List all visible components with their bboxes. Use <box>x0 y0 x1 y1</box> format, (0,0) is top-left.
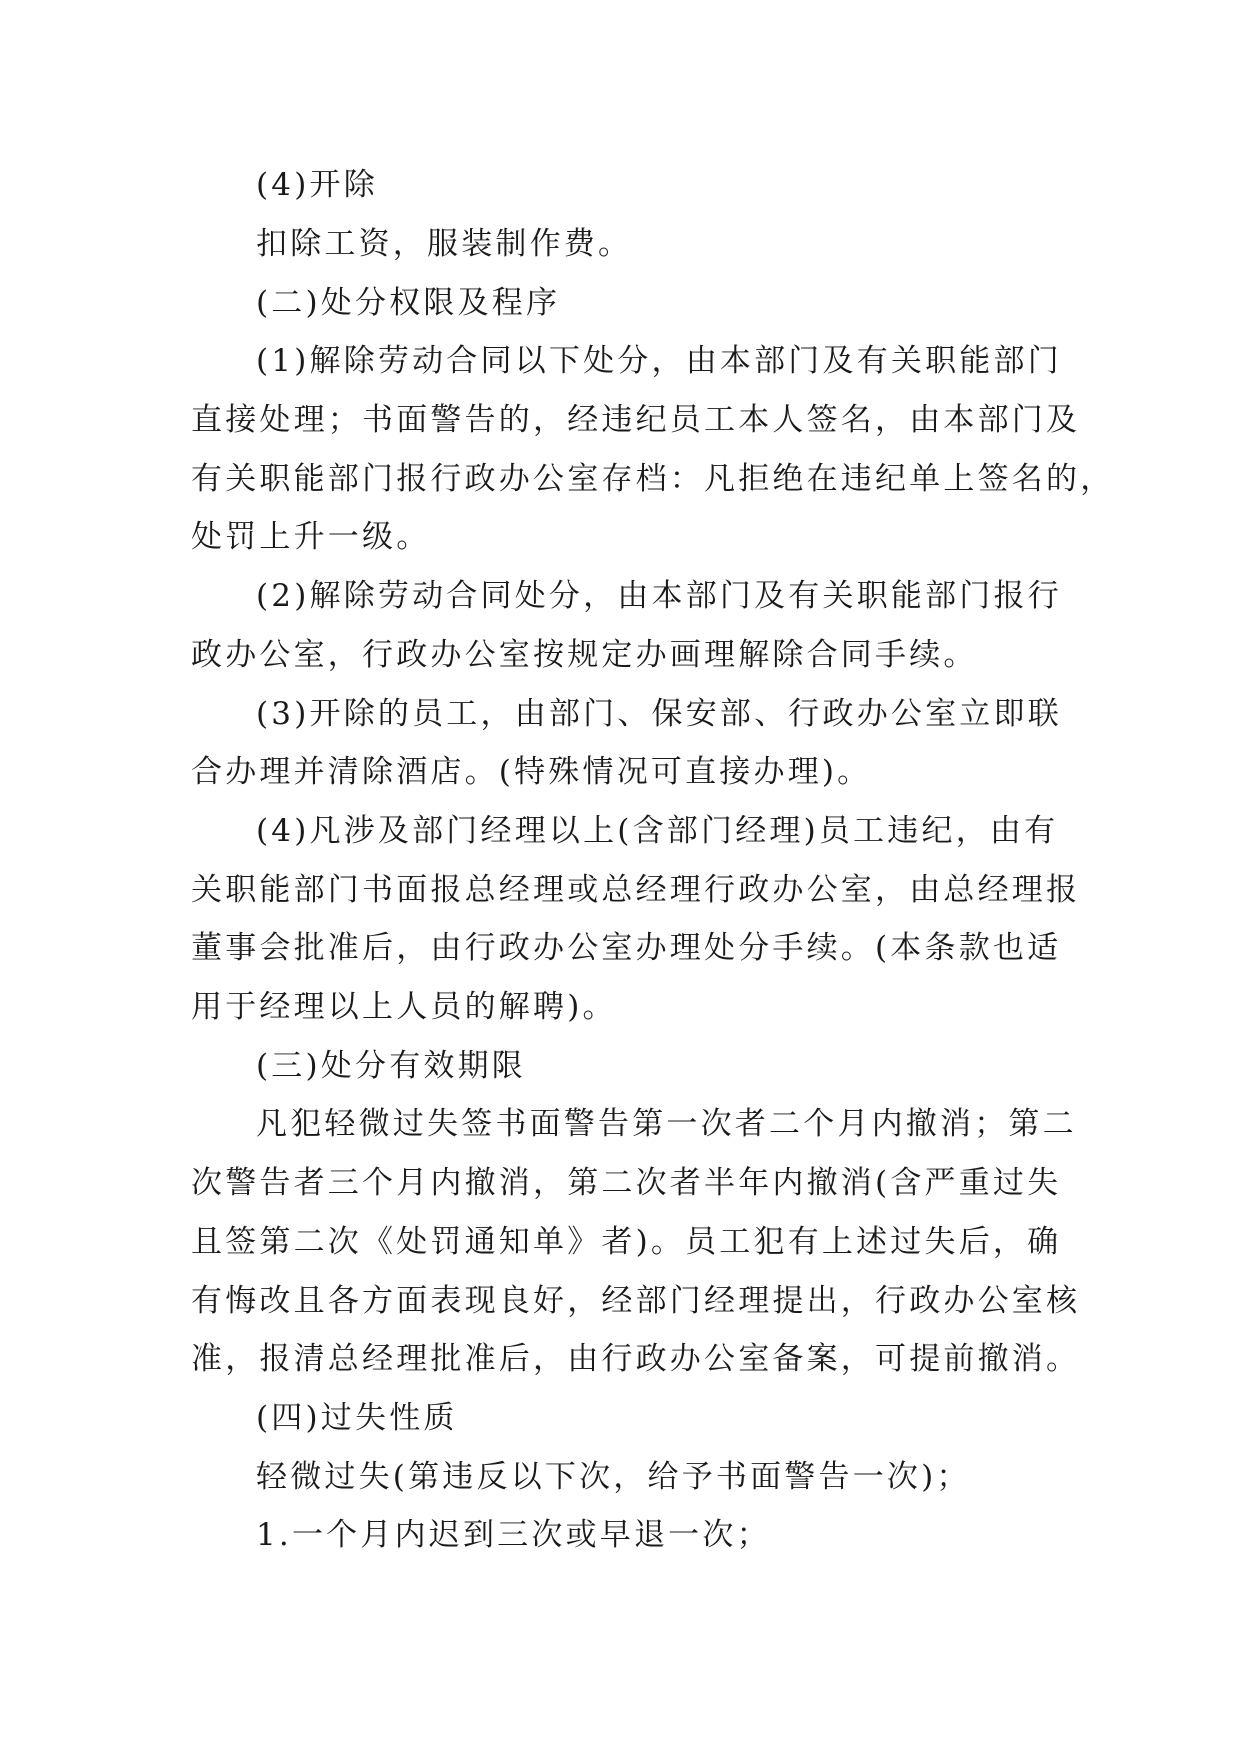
text-line: 关职能部门书面报总经理或总经理行政办公室，由总经理报 <box>191 872 1081 908</box>
section-heading: (二)处分权限及程序 <box>256 285 561 321</box>
text-line: 且签第二次《处罚通知单》者)。员工犯有上述过失后，确 <box>191 1224 1062 1260</box>
text-line: (4)凡涉及部门经理以上(含部门经理)员工违纪，由有 <box>256 813 1059 849</box>
text-line: (1)解除劳动合同以下处分，由本部门及有关职能部门 <box>256 343 1062 379</box>
text-line: 董事会批准后，由行政办公室办理处分手续。(本条款也适 <box>191 930 1062 966</box>
text-line: 有悔改且各方面表现良好，经部门经理提出，行政办公室核 <box>191 1283 1081 1319</box>
text-line: 凡犯轻微过失签书面警告第一次者二个月内撤消；第二 <box>256 1106 1077 1142</box>
text-line: 处罚上升一级。 <box>191 519 431 555</box>
text-line: 合办理并清除酒店。(特殊情况可直接办理)。 <box>191 754 872 790</box>
text-line: (3)开除的员工，由部门、保安部、行政办公室立即联 <box>256 696 1062 732</box>
section-heading: (四)过失性质 <box>256 1400 458 1436</box>
text-line: 用于经理以上人员的解聘)。 <box>191 989 617 1025</box>
text-line: 次警告者三个月内撤消，第二次者半年内撤消(含严重过失 <box>191 1165 1062 1201</box>
text-line: 有关职能部门报行政办公室存档：凡拒绝在违纪单上签名的， <box>191 461 1115 497</box>
text-line: 1.一个月内迟到三次或早退一次； <box>256 1517 771 1553</box>
section-heading: (三)处分有效期限 <box>256 1048 526 1084</box>
text-line: 扣除工资，服装制作费。 <box>256 226 633 262</box>
text-line: 直接处理；书面警告的，经违纪员工本人签名，由本部门及 <box>191 402 1081 438</box>
text-line: 政办公室，行政办公室按规定办画理解除合同手续。 <box>191 637 978 673</box>
text-line: 准，报清总经理批准后，由行政办公室备案，可提前撤消。 <box>191 1341 1081 1377</box>
text-line: (2)解除劳动合同处分，由本部门及有关职能部门报行 <box>256 578 1062 614</box>
text-line: (4)开除 <box>256 167 378 203</box>
text-line: 轻微过失(第违反以下次，给予书面警告一次)； <box>256 1459 971 1495</box>
